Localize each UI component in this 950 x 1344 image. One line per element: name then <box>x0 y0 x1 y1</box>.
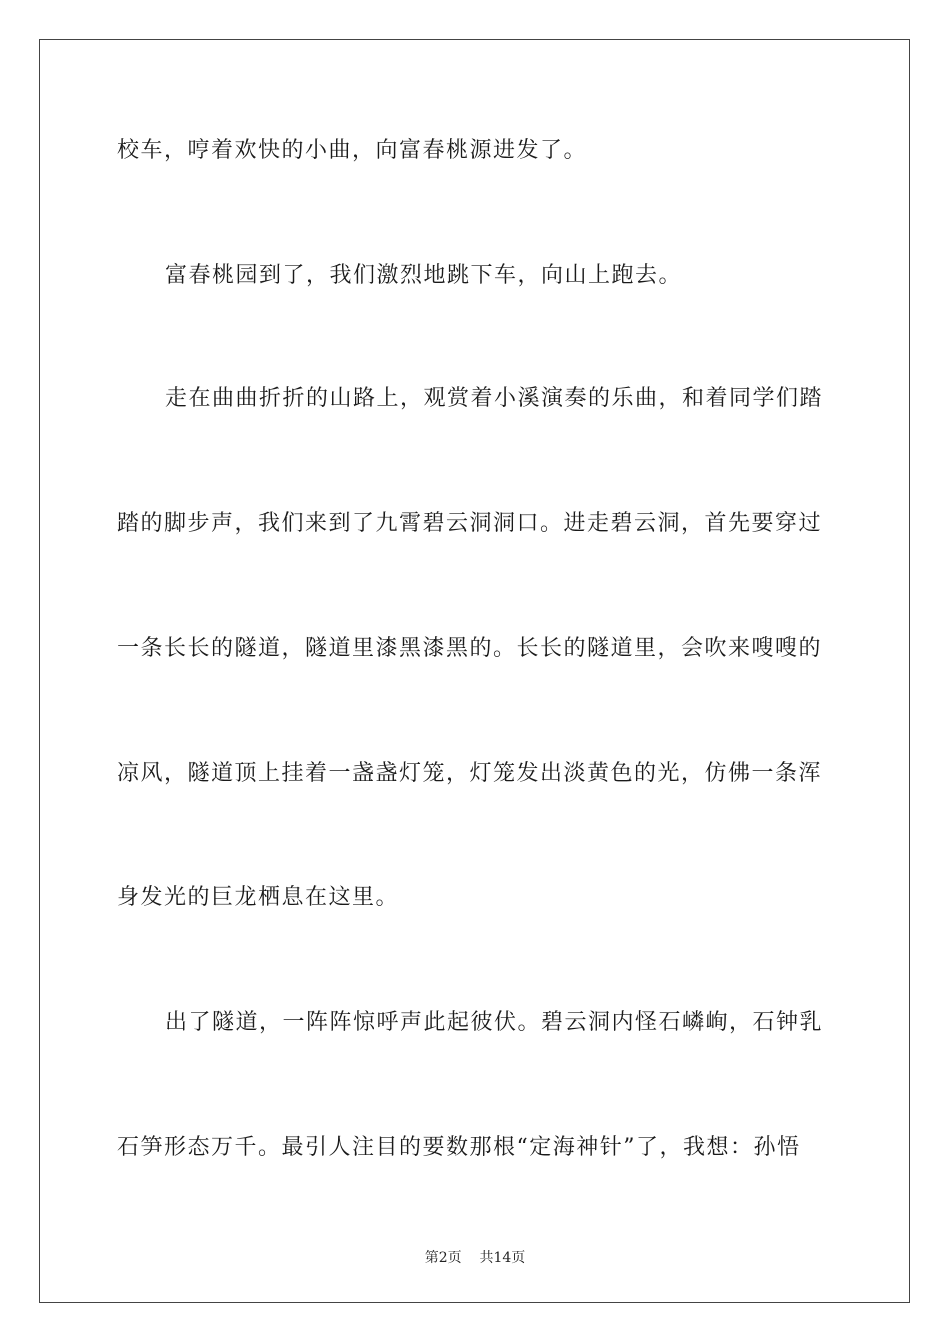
text-line: 石笋形态万千。最引人注目的要数那根“定海神针”了，我想：孙悟 <box>117 1135 801 1160</box>
text-line: 凉风，隧道顶上挂着一盏盏灯笼，灯笼发出淡黄色的光，仿佛一条浑 <box>117 761 823 786</box>
text-line: 富春桃园到了，我们激烈地跳下车，向山上跑去。 <box>165 263 683 288</box>
page-border <box>39 39 910 1303</box>
text-line: 走在曲曲折折的山路上，观赏着小溪演奏的乐曲，和着同学们踏 <box>165 386 824 411</box>
text-line: 校车，哼着欢快的小曲，向富春桃源进发了。 <box>117 138 588 163</box>
text-line: 出了隧道，一阵阵惊呼声此起彼伏。碧云洞内怪石嶙峋，石钟乳 <box>165 1010 824 1035</box>
text-line: 一条长长的隧道，隧道里漆黑漆黑的。长长的隧道里，会吹来嗖嗖的 <box>117 636 823 661</box>
page-number-footer: 第2页 共14页 <box>424 1250 526 1266</box>
text-line: 身发光的巨龙栖息在这里。 <box>117 885 400 910</box>
text-line: 踏的脚步声，我们来到了九霄碧云洞洞口。进走碧云洞，首先要穿过 <box>117 511 823 536</box>
